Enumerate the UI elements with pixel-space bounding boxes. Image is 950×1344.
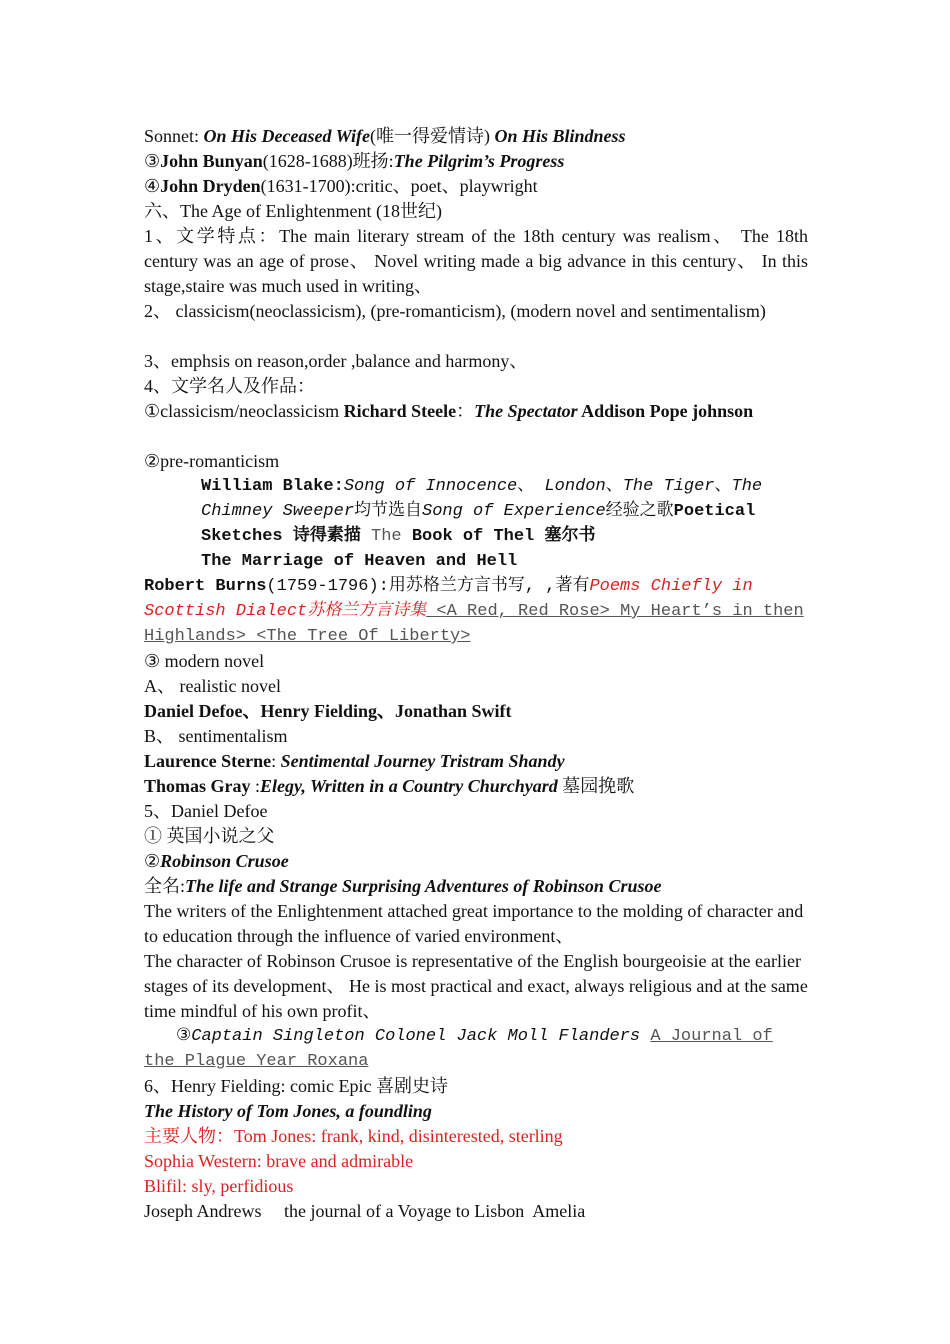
sophia-character: Sophia Western: brave and admirable	[144, 1151, 414, 1171]
enlightenment-writers-paragraph: The writers of the Enlightenment attached great importance to the molding of character and to education through the influence of varied environment、	[144, 901, 804, 946]
gray-line: Thomas Gray :Elegy, Written in a Country Churchyard 墓园挽歌	[144, 776, 635, 796]
crusoe-character-paragraph: The character of Robinson Crusoe is representative of the English bourgeoisie at the earlier stages of its development、 He is most practical and exact, always religious and at the same time mindful of his own profit、	[144, 951, 808, 1021]
blifil-character: Blifil: sly, perfidious	[144, 1176, 294, 1196]
realistic-novelists: Daniel Defoe、Henry Fielding、Jonathan Swift	[144, 701, 512, 721]
tom-jones-title: The History of Tom Jones, a foundling	[144, 1101, 432, 1121]
fielding-heading: 6、Henry Fielding: comic Epic 喜剧史诗	[144, 1076, 448, 1096]
sonnet-line: Sonnet: On His Deceased Wife(唯一得爱情诗) On His Blindness	[144, 126, 626, 146]
defoe-title-line: ① 英国小说之父	[144, 826, 275, 846]
tom-jones-character: 主要人物：Tom Jones: frank, kind, disinterested, sterling	[144, 1126, 563, 1146]
realistic-novel-heading: A、 realistic novel	[144, 676, 281, 696]
modern-novel-heading: ③ modern novel	[144, 651, 265, 671]
sterne-line: Laurence Sterne: Sentimental Journey Tristram Shandy	[144, 751, 565, 771]
classicism-line: ①classicism/neoclassicism Richard Steele：The Spectator Addison Pope johnson	[144, 401, 754, 421]
section-heading-enlightenment: 六、The Age of Enlightenment (18世纪)	[144, 201, 442, 221]
defoe-other-works: ③Captain Singleton Colonel Jack Moll Flanders A Journal of the Plague Year Roxana	[144, 1027, 773, 1071]
defoe-heading: 5、Daniel Defoe	[144, 801, 268, 821]
dryden-line: ④John Dryden(1631-1700):critic、poet、playwright	[144, 176, 538, 196]
emphasis-line: 3、emphsis on reason,order ,balance and harmony、	[144, 351, 528, 371]
literary-features-paragraph: 1、文学特点：The main literary stream of the 18th century was realism、 The 18th century was an age of prose、 Novel writing made a big advance in this century、 In this stage,staire was much used in writing、	[144, 226, 808, 296]
writers-heading: 4、文学名人及作品：	[144, 376, 315, 396]
sentimentalism-heading: B、 sentimentalism	[144, 726, 288, 746]
bunyan-line: ③John Bunyan(1628-1688)班扬:The Pilgrim’s Progress	[144, 151, 565, 171]
burns-works: Robert Burns(1759-1796):用苏格兰方言书写, ,著有Poems Chiefly in Scottish Dialect苏格兰方言诗集 <A Red, Red Rose> My Heart’s in then Highlands> <The Tree Of Liberty>	[144, 577, 804, 646]
pre-romanticism-heading: ②pre-romanticism	[144, 451, 280, 471]
crusoe-full-title: 全名:The life and Strange Surprising Adventures of Robinson Crusoe	[144, 876, 662, 896]
schools-line: 2、 classicism(neoclassicism), (pre-romanticism), (modern novel and sentimentalism)	[144, 301, 766, 321]
fielding-other-works: Joseph Andrews the journal of a Voyage to Lisbon Amelia	[144, 1201, 586, 1221]
document-page	[144, 124, 808, 1224]
blake-works: William Blake:Song of Innocence、 London、The Tiger、The Chimney Sweeper均节选自Song of Experience经验之歌Poetical Sketches 诗得素描 The Book of Thel 塞尔书 The Marriage of Heaven and Hell	[201, 477, 763, 571]
crusoe-line: ②Robinson Crusoe	[144, 851, 289, 871]
